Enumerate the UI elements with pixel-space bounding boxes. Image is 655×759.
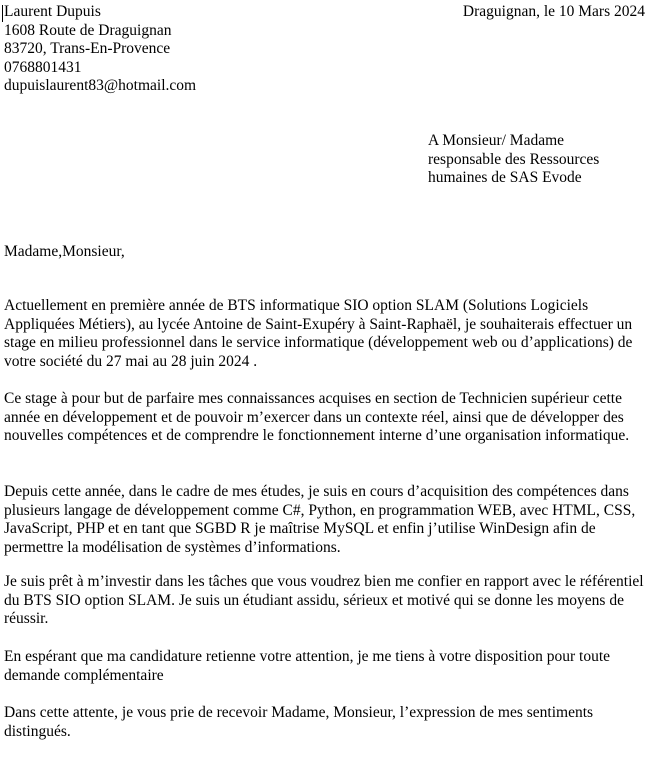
sender-name: Laurent Dupuis (4, 3, 101, 20)
sender-email: dupuislaurent83@hotmail.com (4, 77, 197, 95)
paragraph-motivation: Je suis prêt à m’investir dans les tâches que vous voudrez bien me confier en rapport avec le référentiel du BTS SIO option SLAM. Je suis un étudiant assidu, sérieux et motivé qui se donne les moyens de réussir. (4, 573, 644, 628)
paragraph-availability: En espérant que ma candidature retienne votre attention, je me tiens à votre disposition pour toute demande complémentaire (4, 648, 611, 684)
recipient-line-3: humaines de SAS Evode (428, 169, 582, 187)
sender-city: 83720, Trans-En-Provence (4, 40, 171, 58)
paragraph-introduction: Actuellement en première année de BTS informatique SIO option SLAM (Solutions Logiciels Appliquées Métiers), au lycée Antoine de Saint-Exupéry à Saint-Raphaël, je souhaiterais effectuer un stage en milieu professionnel dans le service informatique (développement web ou d’applications) de votre société du 27 mai au 28 juin 2024 . (4, 297, 633, 370)
salutation: Madame,Monsieur, (4, 243, 125, 260)
letter-date: Draguignan, le 10 Mars 2024 (462, 3, 645, 20)
paragraph-skills: Depuis cette année, dans le cadre de mes études, je suis en cours d’acquisition des compétences dans plusieurs langage de développement comme C#, Python, en programmation WEB, avec HTML, CSS, JavaScript, PHP et en tant que SGBD R je maîtrise MySQL et enfin j’utilise WinDesign afin de permettre la modélisation de systèmes d’informations. (4, 483, 636, 556)
recipient-line-2: responsable des Ressources (428, 150, 600, 168)
text-cursor (2, 5, 3, 22)
recipient-line-1: A Monsieur/ Madame (428, 132, 565, 149)
paragraph-closing: Dans cette attente, je vous prie de recevoir Madame, Monsieur, l’expression de mes sentiments distingués. (4, 704, 594, 740)
sender-street: 1608 Route de Draguignan (4, 21, 172, 39)
paragraph-stage-goal: Ce stage à pour but de parfaire mes connaissances acquises en section de Technicien supérieur cette année en développement et de pouvoir m’exercer dans un contexte réel, ainsi que de développer des nouvelles compétences et de comprendre le fonctionnement interne d’une organisation informatique. (4, 390, 630, 445)
sender-address-block (4, 3, 196, 96)
sender-phone: 0768801431 (4, 58, 82, 76)
recipient-block (428, 132, 599, 188)
